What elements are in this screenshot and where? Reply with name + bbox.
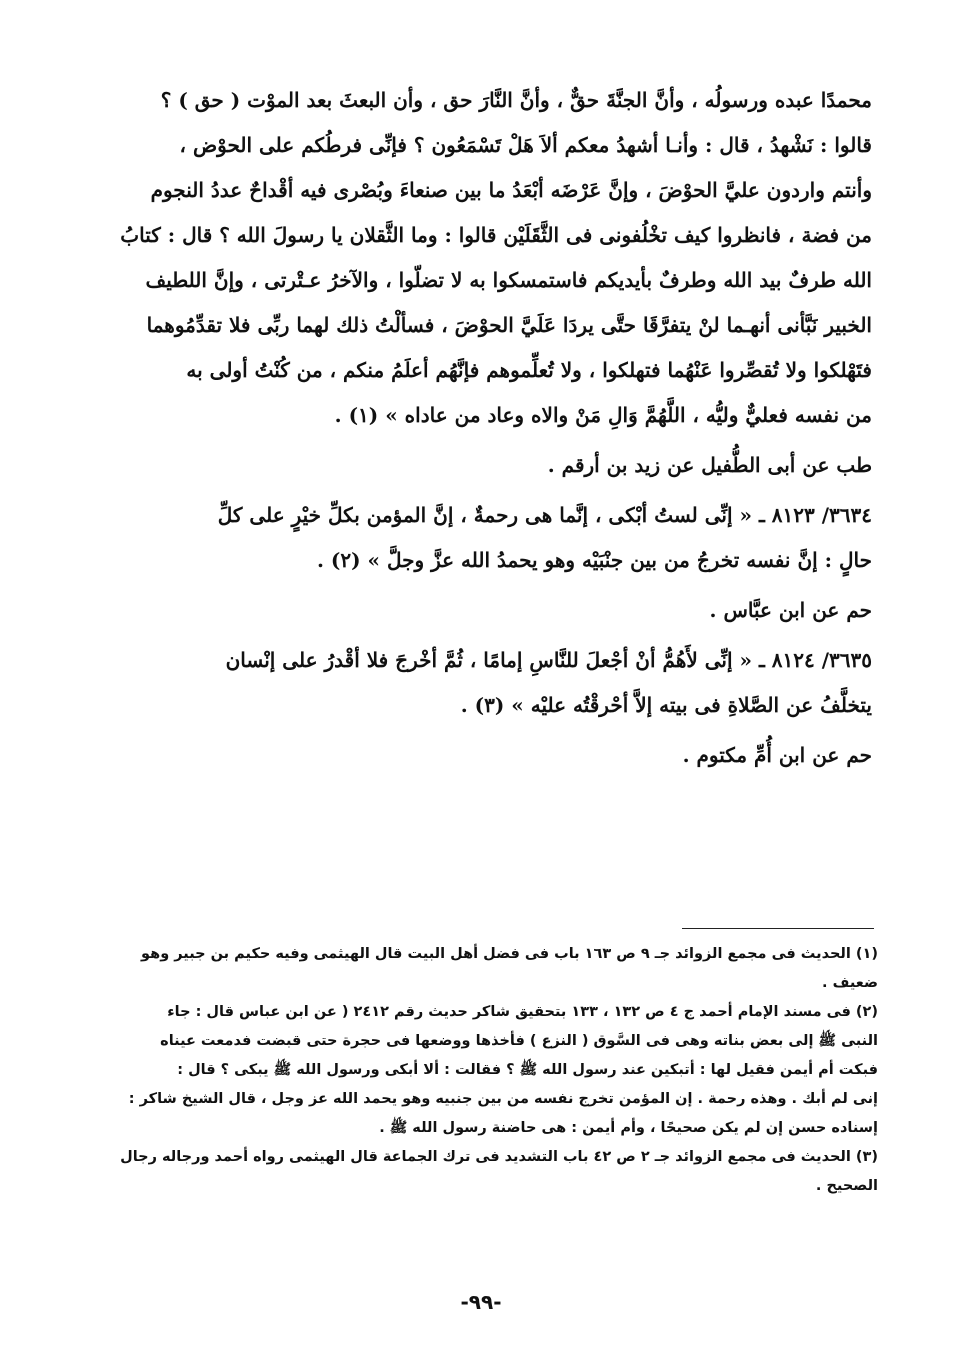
footnote-line: إسناده حسن إن لم يكن صحيحًا ، وأم أيمن : هى حاضنة رسول الله ﷺ .: [379, 1120, 878, 1136]
footnote-line: (١) الحديث فى مجمع الزوائد جـ ٩ ص ١٦٣ باب فى فضل أهل البيت قال الهيثمى وفيه حكيم بن جبير وهو: [141, 946, 878, 962]
footnote-line: إنى لم أبك . وهذه رحمة . إن المؤمن تخرج نفسه من بين جنبيه وهو يحمد الله عز وجل ، قال الشيخ شاكر :: [128, 1091, 878, 1107]
text-line: قالوا : نَشْهدُ ، قال : وأنـا أشهدُ معكم ألاَ هَلْ تَسْمَعُون ؟ فإنِّى فرطُكم على الحوْض ،: [179, 133, 872, 157]
footnote-line: فبكت أم أيمن فقيل لها : أتبكين عند رسول الله ﷺ ؟ فقالت : ألا أبكى ورسول الله ﷺ يبكى ؟ قال :: [177, 1062, 878, 1078]
text-line: الخبير نَبَّأنى أنهـما لنْ يتفرَّقَا حتَّى يردَا عَلَيَّ الحوْضَ ، فسألْتُ ذلك لهما ربِّى فلا تقدِّمُوهما: [146, 313, 872, 337]
text-line: من فضة ، فانظروا كيف تخْلُفونى فى الثَّقَلَيْن قالوا : وما الثَّقلان يا رسولَ الله ؟ قال : كتابُ: [120, 223, 872, 247]
hadith-line: يتخلَّفُ عن الصَّلاةِ فى بيته إلاَّ أحْرقْتُه عليْه » (٣) .: [460, 693, 872, 717]
footnotes: [106, 940, 878, 1201]
text-line: من نفسه فعليٌّ وليُّه ، اللَّهُمَّ وَالِ مَنْ والاه وعاد من عاداه » (١) .: [334, 403, 872, 427]
main-text: [106, 78, 872, 783]
hadith-line: ٣٦٣٤/ ٨١٢٣ ـ « إنِّى لستُ أبْكى ، إنَّما هى رحمةٌ ، إنَّ المؤمن بكلِّ خيْرٍ على كلِّ: [217, 503, 872, 527]
footnote-line: ضعيف .: [822, 975, 878, 991]
footnote-line: (٢) فى مسند الإمام أحمد ج ٤ ص ١٣٢ ، ١٣٣ بتحقيق شاكر حديث رقم ٢٤١٢ ( عن ابن عباس قال : جاء: [167, 1004, 878, 1020]
footnote-line: الصحيح .: [815, 1178, 878, 1194]
footnote-divider: [682, 928, 874, 929]
hadith-line: ٣٦٣٥/ ٨١٢٤ ـ « إنِّى لأَهُمُّ أنْ أجْعلَ للنَّاسِ إمامًا ، ثُمَّ أخْرجَ فلا أقْدرُ على إنْسان: [225, 648, 872, 672]
text-line: فتَهْلكوا ولا تُقصِّروا عَنْهُما فتهلكوا ، ولا تُعلِّموهم فإنَّهُم أعلَمُ منكم ، من كُنْتُ أولى به: [186, 358, 872, 382]
text-line: الله طرفٌ بيد الله وطرفٌ بأيديكم فاستمسكوا به لا تضلّوا ، والآخرُ عـتْرتى ، وإنَّ اللطيف: [145, 268, 872, 292]
hadith-source: حم عن ابن عبَّاس .: [709, 598, 872, 622]
text-line: وأنتم واردون عليَّ الحوْضَ ، وإنَّ عَرْضَه أبْعَدُ ما بين صنعاءَ وبُصْرى فيه أقْداحٌ عددُ النجوم: [150, 178, 872, 202]
page-number: -٩٩-: [460, 1290, 502, 1314]
footnote-line: النبى ﷺ إلى بعض بناته وهى فى السَّوق ( النزع ) فأخذها ووضعها فى حجرة حتى قبضت فدمعت عيناه: [160, 1033, 878, 1049]
footnote-line: (٣) الحديث فى مجمع الزوائد جـ ٢ ص ٤٢ باب التشديد فى ترك الجماعة قال الهيثمى رواه أحمد ورجاله رجال: [120, 1149, 878, 1165]
hadith-line: حالٍ : إنَّ نفسه تخرجُ من بين جنْبَيْه وهو يحمدُ الله عزَّ وجلَّ » (٢) .: [316, 548, 872, 572]
hadith-source: حم عن ابن أُمِّ مكتوم .: [682, 743, 872, 767]
hadith-source: طب عن أبى الطُّفيل عن زيد بن أرقم .: [547, 453, 872, 477]
text-line: محمدًا عبده ورسولُه ، وأنَّ الجنَّةَ حقٌّ ، وأنَّ النَّارَ حق ، وأن البعثَ بعد الموْت ( حق ) ؟: [160, 88, 872, 112]
